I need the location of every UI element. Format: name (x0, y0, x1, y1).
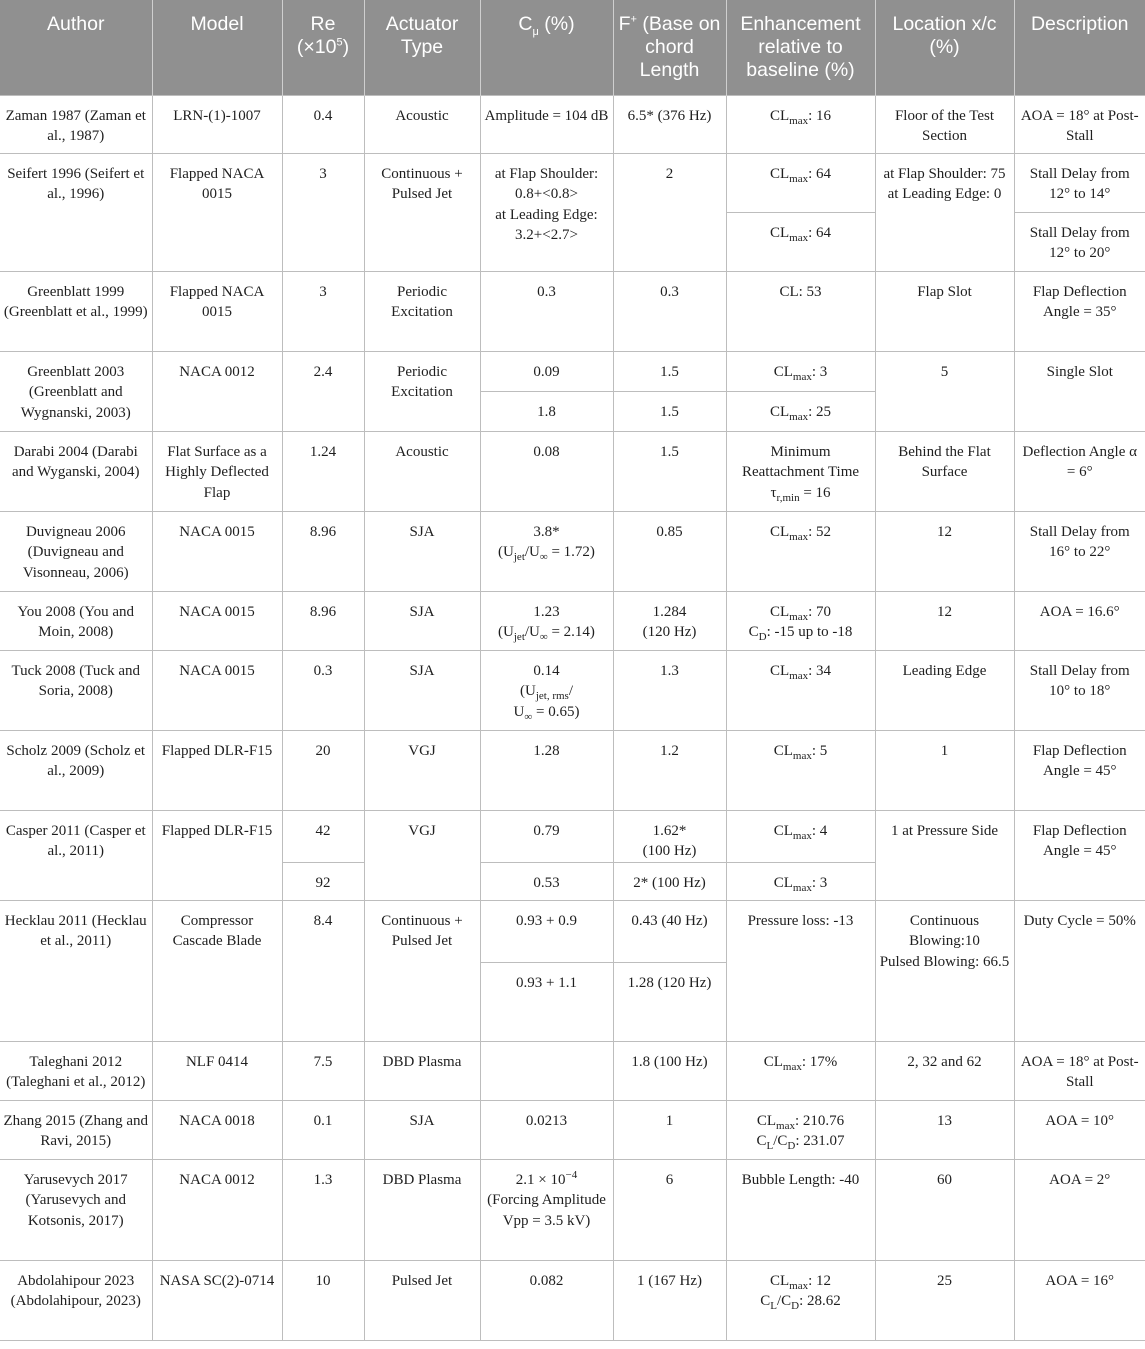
cell-enhancement (726, 730, 875, 810)
enh-text: CL (769, 224, 790, 241)
cell-enhancement: CL: 53 (726, 271, 875, 351)
cell-actuator: Periodic Excitation (364, 351, 480, 431)
cell-actuator: DBD Plasma (364, 1159, 480, 1260)
cell-enhancement: Pressure loss: -13 (726, 900, 875, 1041)
cell-actuator: VGJ (364, 730, 480, 810)
table-row (0, 650, 1145, 730)
enh-sub: max (789, 114, 809, 127)
cell-author: Greenblatt 2003 (Greenblatt and Wygnanski, 2003) (0, 351, 152, 431)
enh-sub: max (789, 172, 809, 185)
enh-value: : 64 (808, 165, 832, 182)
header-cmu-main: C (518, 13, 533, 35)
cell-model: NACA 0015 (152, 511, 282, 591)
cell-author: Casper 2011 (Casper et al., 2011) (0, 810, 152, 900)
cmu-sub: jet, rms (535, 690, 569, 702)
cell-description: AOA = 16° (1014, 1260, 1145, 1340)
cell-description: AOA = 16.6° (1014, 591, 1145, 650)
enh-sub: max (782, 1060, 802, 1073)
cmu-sub: jet (513, 551, 525, 563)
header-model: Model (152, 0, 282, 95)
enh-text: C (760, 1293, 771, 1309)
enh-text: CL (769, 523, 790, 540)
cell-fplus: 6 (613, 1159, 726, 1260)
cell-enhancement (726, 153, 875, 212)
cmu-ratio: (U (520, 683, 536, 699)
header-author: Author (0, 0, 152, 95)
cell-actuator: DBD Plasma (364, 1041, 480, 1100)
cell-cmu: 0.79 (480, 810, 613, 862)
enh-text: CL (769, 165, 790, 182)
enh-value: : 12 (808, 1272, 832, 1289)
header-re (282, 0, 364, 95)
cell-fplus: 2 (613, 153, 726, 271)
cell-enhancement (726, 650, 875, 730)
enh-value: : 25 (808, 403, 832, 420)
cell-description: AOA = 2° (1014, 1159, 1145, 1260)
cmu-sub: ∞ (524, 710, 533, 723)
cell-cmu: 1.8 (480, 391, 613, 431)
cell-model: NACA 0015 (152, 650, 282, 730)
header-re-sup: 5 (336, 36, 343, 49)
header-fplus-rest: (Base on chord Length (636, 13, 721, 81)
enh-value: : 28.62 (799, 1293, 841, 1309)
cell-author: Tuck 2008 (Tuck and Soria, 2008) (0, 650, 152, 730)
enh-sub: max (789, 610, 809, 623)
cell-cmu: 0.082 (480, 1260, 613, 1340)
cell-model: Flapped NACA 0015 (152, 271, 282, 351)
table-row (0, 1041, 1145, 1100)
header-cmu-rest: (%) (538, 13, 575, 35)
cell-location: 2, 32 and 62 (875, 1041, 1014, 1100)
enh-sub: max (792, 749, 812, 762)
cell-enhancement (726, 351, 875, 391)
cell-re: 0.3 (282, 650, 364, 730)
cell-fplus: 1.5 (613, 351, 726, 391)
enh-text: C (756, 1133, 767, 1149)
cell-re: 1.3 (282, 1159, 364, 1260)
cell-description: Flap Deflection Angle = 45° (1014, 730, 1145, 810)
cmu-ratio-value: = 1.72) (547, 544, 595, 560)
enh-sub: L (770, 1300, 777, 1312)
cmu-value: 3.8* (533, 523, 560, 540)
cell-actuator: Pulsed Jet (364, 1260, 480, 1340)
cell-description: Duty Cycle = 50% (1014, 900, 1145, 1041)
cell-location: 1 (875, 730, 1014, 810)
enh-tau: τ (770, 484, 777, 501)
cell-location: Flap Slot (875, 271, 1014, 351)
enh-value: : 52 (808, 523, 832, 540)
cell-description: Stall Delay from 12° to 14° (1014, 153, 1145, 212)
enh-text: CL (773, 822, 793, 839)
header-cmu (480, 0, 613, 95)
enh-text: Minimum Reattachment Time (741, 443, 860, 480)
cell-location: Continuous Blowing:10 Pulsed Blowing: 66.5 (875, 900, 1014, 1041)
table-row (0, 591, 1145, 650)
cell-author: Taleghani 2012 (Taleghani et al., 2012) (0, 1041, 152, 1100)
cell-enhancement (726, 212, 875, 271)
enh-text: CL (769, 603, 790, 620)
cell-description: Flap Deflection Angle = 35° (1014, 271, 1145, 351)
cell-actuator: VGJ (364, 810, 480, 900)
enh-value: : 70 (808, 603, 832, 620)
enh-value: : 34 (808, 662, 832, 679)
cell-cmu (480, 1159, 613, 1260)
cell-re: 42 (282, 810, 364, 862)
cell-re: 0.1 (282, 1100, 364, 1159)
cell-model: Flapped NACA 0015 (152, 153, 282, 271)
enh-sub: max (789, 410, 809, 423)
cell-model: NACA 0012 (152, 1159, 282, 1260)
cell-fplus: 1.284 (120 Hz) (613, 591, 726, 650)
enh-value: : 210.76 (794, 1112, 845, 1129)
cell-description: AOA = 10° (1014, 1100, 1145, 1159)
cell-re: 10 (282, 1260, 364, 1340)
cell-model: NLF 0414 (152, 1041, 282, 1100)
header-fplus-main: F (618, 13, 631, 35)
cell-actuator: SJA (364, 511, 480, 591)
cmu-ratio: (U (498, 544, 514, 560)
cell-enhancement (726, 431, 875, 511)
cell-re: 8.96 (282, 511, 364, 591)
enh-value: = 16 (799, 484, 831, 501)
cmu-note: (Forcing Amplitude Vpp = 3.5 kV) (487, 1192, 606, 1229)
cell-fplus: 1 (167 Hz) (613, 1260, 726, 1340)
cmu-value: 0.14 (533, 662, 560, 679)
table-row (0, 730, 1145, 810)
cell-fplus: 6.5* (376 Hz) (613, 95, 726, 153)
cell-description: AOA = 18° at Post-Stall (1014, 95, 1145, 153)
cell-model: NACA 0018 (152, 1100, 282, 1159)
cell-location: 12 (875, 591, 1014, 650)
cmu-ratio-value: = 2.14) (547, 624, 595, 640)
cmu-value: 1.23 (533, 603, 560, 620)
cell-author: Scholz 2009 (Scholz et al., 2009) (0, 730, 152, 810)
cell-location: 60 (875, 1159, 1014, 1260)
cell-author: You 2008 (You and Moin, 2008) (0, 591, 152, 650)
cell-author: Hecklau 2011 (Hecklau et al., 2011) (0, 900, 152, 1041)
cell-re: 3 (282, 271, 364, 351)
cell-fplus: 1.28 (120 Hz) (613, 962, 726, 1041)
cell-description: Single Slot (1014, 351, 1145, 431)
enh-sub: max (776, 1119, 795, 1132)
cell-author: Seifert 1996 (Seifert et al., 1996) (0, 153, 152, 271)
cell-re: 92 (282, 862, 364, 900)
cell-fplus: 0.3 (613, 271, 726, 351)
cell-author: Darabi 2004 (Darabi and Wyganski, 2004) (0, 431, 152, 511)
cell-fplus: 2* (100 Hz) (613, 862, 726, 900)
enh-value: : 5 (811, 742, 828, 759)
cell-model: Flat Surface as a Highly Deflected Flap (152, 431, 282, 511)
table-header (0, 0, 1145, 95)
enh-text: CL (756, 1112, 777, 1129)
enh-sub: max (792, 829, 812, 842)
cmu-ratio: U (513, 703, 525, 720)
cell-fplus: 1.5 (613, 431, 726, 511)
cell-fplus: 1.8 (100 Hz) (613, 1041, 726, 1100)
cell-fplus: 1.5 (613, 391, 726, 431)
enh-value: : 17% (801, 1053, 838, 1070)
cmu-sup: −4 (565, 1168, 578, 1181)
cell-re: 1.24 (282, 431, 364, 511)
cmu-ratio: /U (524, 624, 540, 640)
header-location: Location x/c (%) (875, 0, 1014, 95)
enh-sub: r,min (776, 491, 800, 504)
enh-value: : 3 (811, 363, 828, 380)
table-row (0, 153, 1145, 212)
table-row (0, 1100, 1145, 1159)
cell-model: NACA 0012 (152, 351, 282, 431)
cell-cmu: 0.08 (480, 431, 613, 511)
table-row (0, 351, 1145, 391)
table-body (0, 95, 1145, 1340)
cell-re: 20 (282, 730, 364, 810)
cell-actuator: Periodic Excitation (364, 271, 480, 351)
enh-sub: max (792, 881, 812, 894)
cell-actuator: Continuous + Pulsed Jet (364, 900, 480, 1041)
enh-text: /C (773, 1133, 788, 1149)
enh-text: CL (769, 107, 790, 124)
cell-description: Flap Deflection Angle = 45° (1014, 810, 1145, 900)
cell-actuator: Acoustic (364, 95, 480, 153)
cell-model: Flapped DLR-F15 (152, 810, 282, 900)
enh-sub: D (787, 1140, 796, 1152)
cell-location: Leading Edge (875, 650, 1014, 730)
cell-model: LRN-(1)-1007 (152, 95, 282, 153)
cell-description: Stall Delay from 16° to 22° (1014, 511, 1145, 591)
enh-sub: max (789, 530, 809, 543)
cell-re: 0.4 (282, 95, 364, 153)
enh-text: CL (773, 363, 793, 380)
cell-author: Zhang 2015 (Zhang and Ravi, 2015) (0, 1100, 152, 1159)
table-row (0, 900, 1145, 962)
enh-value: : 64 (808, 224, 832, 241)
enh-sub: L (766, 1140, 774, 1152)
cell-enhancement (726, 1260, 875, 1340)
cell-location: 13 (875, 1100, 1014, 1159)
cell-cmu: 0.3 (480, 271, 613, 351)
cell-location: at Flap Shoulder: 75 at Leading Edge: 0 (875, 153, 1014, 271)
cell-enhancement (726, 511, 875, 591)
cell-enhancement (726, 810, 875, 862)
enh-text: /C (776, 1293, 792, 1309)
cmu-value: 2.1 × 10 (515, 1171, 566, 1188)
cell-location: 12 (875, 511, 1014, 591)
cell-fplus: 1.3 (613, 650, 726, 730)
cell-re: 3 (282, 153, 364, 271)
enh-sub: max (789, 1279, 809, 1292)
cell-description: AOA = 18° at Post-Stall (1014, 1041, 1145, 1100)
cell-enhancement: Bubble Length: -40 (726, 1159, 875, 1260)
cell-re: 8.4 (282, 900, 364, 1041)
enh-value: : -15 up to -18 (766, 624, 853, 640)
table-row (0, 1260, 1145, 1340)
cell-author: Zaman 1987 (Zaman et al., 1987) (0, 95, 152, 153)
cell-cmu (480, 650, 613, 730)
cell-location: Floor of the Test Section (875, 95, 1014, 153)
cell-cmu: 0.93 + 0.9 (480, 900, 613, 962)
enh-text: CL (763, 1053, 783, 1070)
cell-cmu: 0.0213 (480, 1100, 613, 1159)
table-row (0, 431, 1145, 511)
cell-cmu: 0.09 (480, 351, 613, 391)
cell-enhancement (726, 591, 875, 650)
cmu-sub: jet (513, 631, 525, 643)
cell-location: 25 (875, 1260, 1014, 1340)
cell-actuator: Acoustic (364, 431, 480, 511)
enh-value: : 4 (811, 822, 828, 839)
enh-sub: max (789, 669, 809, 682)
table-row (0, 1159, 1145, 1260)
cmu-ratio: (U (498, 624, 514, 640)
cell-re: 8.96 (282, 591, 364, 650)
cell-location: 5 (875, 351, 1014, 431)
cell-actuator: Continuous + Pulsed Jet (364, 153, 480, 271)
cell-cmu: 1.28 (480, 730, 613, 810)
cell-description: Stall Delay from 12° to 20° (1014, 212, 1145, 271)
cell-re: 2.4 (282, 351, 364, 431)
header-fplus-sup: + (630, 13, 637, 26)
enh-sub: D (758, 631, 767, 643)
cell-fplus: 0.85 (613, 511, 726, 591)
header-re-l2: (×10 (296, 36, 337, 58)
cell-location: Behind the Flat Surface (875, 431, 1014, 511)
enh-text: CL (769, 403, 790, 420)
enh-text: CL (773, 874, 793, 891)
enh-value: : 231.07 (795, 1133, 845, 1149)
cell-location: 1 at Pressure Side (875, 810, 1014, 900)
cell-model: Flapped DLR-F15 (152, 730, 282, 810)
cell-description: Stall Delay from 10° to 18° (1014, 650, 1145, 730)
table-row (0, 810, 1145, 862)
table-row (0, 271, 1145, 351)
cell-cmu: at Flap Shoulder: 0.8+<0.8> at Leading Edge: 3.2+<2.7> (480, 153, 613, 271)
cmu-sub: ∞ (539, 551, 548, 563)
header-cmu-sub: μ (532, 25, 539, 38)
cell-model: Compressor Cascade Blade (152, 900, 282, 1041)
cmu-ratio: / (568, 683, 573, 699)
cell-cmu: 0.53 (480, 862, 613, 900)
header-actuator: Actuator Type (364, 0, 480, 95)
cell-fplus: 1.62* (100 Hz) (613, 810, 726, 862)
cell-enhancement (726, 862, 875, 900)
enh-text: CL (773, 742, 793, 759)
cell-enhancement (726, 391, 875, 431)
cell-model: NACA 0015 (152, 591, 282, 650)
enh-sub: max (789, 231, 809, 244)
cell-actuator: SJA (364, 1100, 480, 1159)
cell-enhancement (726, 1041, 875, 1100)
enh-text: CL (769, 1272, 790, 1289)
cmu-sub: ∞ (539, 631, 548, 643)
cell-author: Greenblatt 1999 (Greenblatt et al., 1999) (0, 271, 152, 351)
cell-actuator: SJA (364, 650, 480, 730)
cell-author: Abdolahipour 2023 (Abdolahipour, 2023) (0, 1260, 152, 1340)
enh-sub: max (792, 370, 812, 383)
cell-author: Yarusevych 2017 (Yarusevych and Kotsonis, 2017) (0, 1159, 152, 1260)
cell-model: NASA SC(2)-0714 (152, 1260, 282, 1340)
cell-cmu: Amplitude = 104 dB (480, 95, 613, 153)
header-re-l3: ) (342, 36, 350, 58)
cell-description: Deflection Angle α = 6° (1014, 431, 1145, 511)
header-enhancement: Enhancement relative to baseline (%) (726, 0, 875, 95)
cell-cmu (480, 591, 613, 650)
enh-text: C (748, 624, 759, 640)
cmu-ratio-value: = 0.65) (532, 703, 580, 720)
cell-re: 7.5 (282, 1041, 364, 1100)
enh-value: : 16 (808, 107, 832, 124)
cell-fplus: 0.43 (40 Hz) (613, 900, 726, 962)
header-fplus (613, 0, 726, 95)
header-description: Description (1014, 0, 1145, 95)
header-re-l1: Re (310, 13, 336, 35)
cell-enhancement (726, 1100, 875, 1159)
cmu-ratio: /U (524, 544, 540, 560)
header-row (0, 0, 1145, 95)
cell-actuator: SJA (364, 591, 480, 650)
table-row (0, 511, 1145, 591)
cell-enhancement (726, 95, 875, 153)
enh-sub: D (791, 1300, 800, 1312)
cell-cmu: 0.93 + 1.1 (480, 962, 613, 1041)
cell-fplus: 1.2 (613, 730, 726, 810)
cell-fplus: 1 (613, 1100, 726, 1159)
cell-author: Duvigneau 2006 (Duvigneau and Visonneau, 2006) (0, 511, 152, 591)
enh-text: CL (769, 662, 790, 679)
cell-cmu (480, 1041, 613, 1100)
table-row (0, 95, 1145, 153)
cell-cmu (480, 511, 613, 591)
enh-value: : 3 (811, 874, 828, 891)
